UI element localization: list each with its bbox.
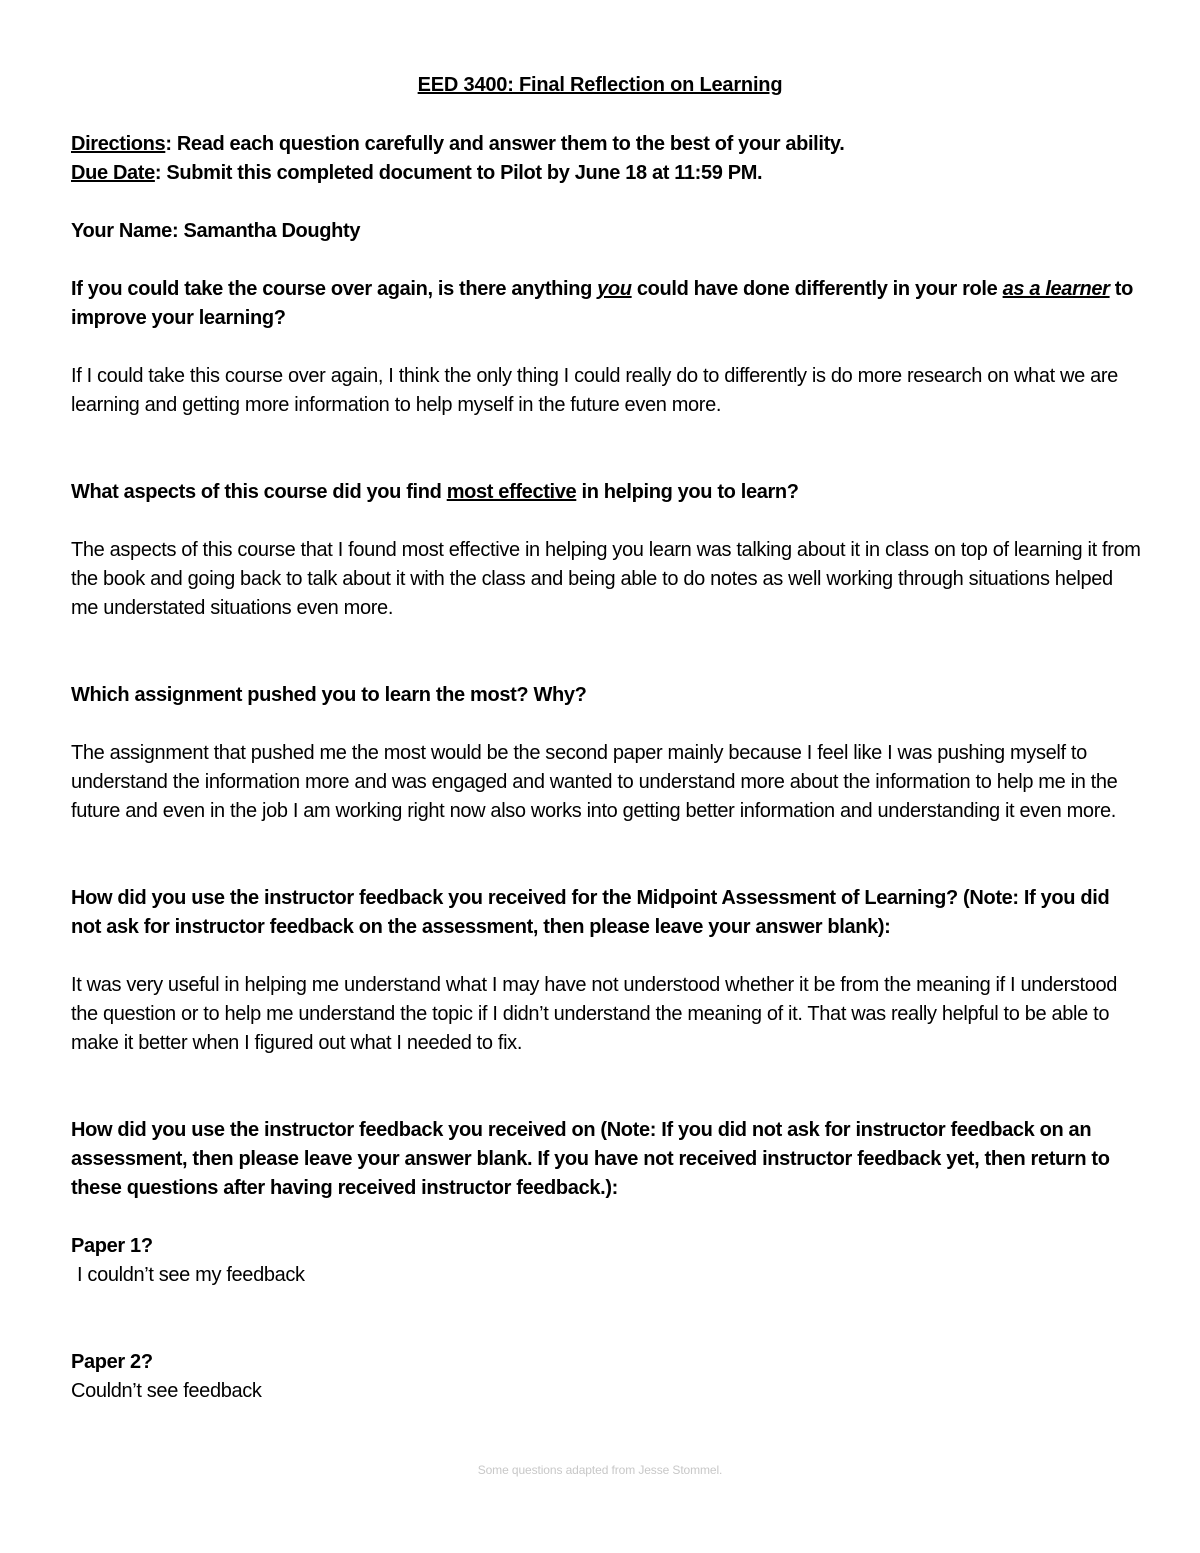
question-2-emphasis: most effective bbox=[446, 481, 577, 503]
due-date-line bbox=[71, 159, 1141, 188]
student-name-line: Your Name: Samantha Doughty bbox=[71, 220, 361, 242]
paper-2-label: Paper 2? bbox=[71, 1351, 153, 1373]
directions-text: : Read each question carefully and answer them to the best of your ability. bbox=[165, 133, 845, 155]
paper-2-answer: Couldn’t see feedback bbox=[71, 1380, 262, 1402]
question-5: How did you use the instructor feedback you received on (Note: If you did not ask for instructor feedback on an assessment, then please leave your answer blank. If you have not received instructor feedback yet, then return to these questions after having received instructor feedback.): bbox=[71, 1119, 1110, 1199]
question-1-text-b: could have done differently in your role bbox=[631, 278, 1003, 300]
due-date-label: Due Date bbox=[71, 162, 155, 184]
footer-note: Some questions adapted from Jesse Stommel. bbox=[477, 1463, 723, 1477]
question-1-emphasis-role: as a learner bbox=[1002, 278, 1110, 300]
answer-3: The assignment that pushed me the most would be the second paper mainly because I feel like I was pushing myself to understand the information more and was engaged and wanted to understand more about the information to help me in the future and even in the job I am working right now also works into getting better information and understanding it even more. bbox=[71, 742, 1118, 822]
question-2-text-a: What aspects of this course did you find bbox=[71, 481, 447, 503]
question-2 bbox=[71, 478, 1141, 507]
question-3: Which assignment pushed you to learn the most? Why? bbox=[71, 684, 587, 706]
question-2-text-b: in helping you to learn? bbox=[576, 481, 799, 503]
due-date-text: : Submit this completed document to Pilot by June 18 at 11:59 PM. bbox=[154, 162, 763, 184]
question-1-text-a: If you could take the course over again, is there anything bbox=[71, 278, 598, 300]
directions-line bbox=[71, 130, 1141, 159]
paper-1-answer: I couldn’t see my feedback bbox=[77, 1264, 305, 1286]
answer-4: It was very useful in helping me understand what I may have not understood whether it be from the meaning if I understood the question or to help me understand the topic if I didn’t understand the meaning of it. That was really helpful to be able to make it better when I figured out what I needed to fix. bbox=[71, 974, 1118, 1054]
directions-label: Directions bbox=[71, 133, 166, 155]
question-1-emphasis-you: you bbox=[597, 278, 632, 300]
answer-2: The aspects of this course that I found most effective in helping you learn was talking about it in class on top of learning it from the book and going back to talk about it with the class and being able to do notes as well working through situations helped me understated situations even more. bbox=[71, 539, 1141, 619]
paper-1-label: Paper 1? bbox=[71, 1235, 153, 1257]
question-1-text-c: to improve your learning? bbox=[71, 278, 1133, 329]
answer-1: If I could take this course over again, I think the only thing I could really do to differently is do more research on what we are learning and getting more information to help myself in the future even more. bbox=[71, 365, 1118, 416]
question-4: How did you use the instructor feedback you received for the Midpoint Assessment of Learning? (Note: If you did not ask for instructor feedback on the assessment, then please leave your answer blank): bbox=[71, 887, 1110, 938]
question-1 bbox=[71, 275, 1141, 333]
document-body bbox=[71, 130, 1141, 1406]
document-title: EED 3400: Final Reflection on Learning bbox=[417, 74, 783, 96]
